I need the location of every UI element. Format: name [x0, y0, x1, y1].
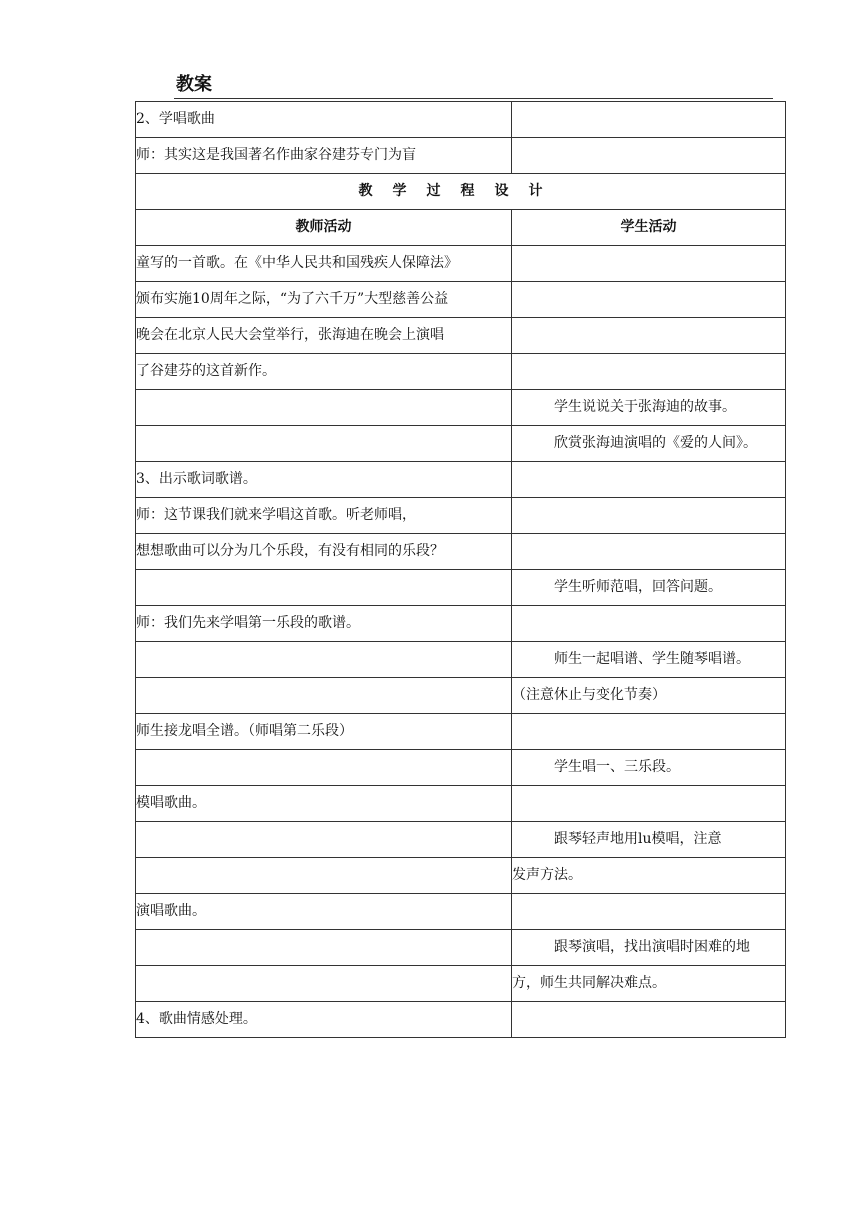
teacher-activity-cell: 4、歌曲情感处理。	[136, 1002, 512, 1038]
teacher-activity-cell: 想想歌曲可以分为几个乐段，有没有相同的乐段？	[136, 534, 512, 570]
student-activity-cell	[512, 102, 786, 138]
teacher-activity-cell	[136, 930, 512, 966]
table-row	[136, 894, 786, 930]
section-header	[136, 174, 786, 246]
table-row	[136, 426, 786, 462]
table-row	[136, 462, 786, 498]
student-activity-cell	[512, 354, 786, 390]
table-row	[136, 930, 786, 966]
student-activity-cell	[512, 786, 786, 822]
activity-rows	[136, 246, 786, 1038]
student-activity-cell: 方，师生共同解决难点。	[512, 966, 786, 1002]
table-row	[136, 390, 786, 426]
teacher-column-header: 教师活动	[136, 210, 512, 246]
teacher-activity-cell	[136, 966, 512, 1002]
teacher-activity-cell: 模唱歌曲。	[136, 786, 512, 822]
teacher-activity-cell	[136, 822, 512, 858]
table-row	[136, 1002, 786, 1038]
student-activity-cell: 欣赏张海迪演唱的《爱的人间》。	[512, 426, 786, 462]
teacher-activity-cell: 了谷建芬的这首新作。	[136, 354, 512, 390]
teacher-activity-cell: 3、出示歌词歌谱。	[136, 462, 512, 498]
section-title: 教学过程设计	[136, 174, 786, 210]
student-activity-cell: 学生说说关于张海迪的故事。	[512, 390, 786, 426]
student-activity-cell	[512, 534, 786, 570]
teacher-activity-cell	[136, 678, 512, 714]
student-activity-cell: 跟琴演唱，找出演唱时困难的地	[512, 930, 786, 966]
page-header-title: 教案	[176, 74, 212, 95]
student-activity-cell	[512, 498, 786, 534]
teacher-activity-cell: 师生接龙唱全谱。（师唱第二乐段）	[136, 714, 512, 750]
teacher-activity-cell	[136, 426, 512, 462]
table-row	[136, 678, 786, 714]
table-row	[136, 642, 786, 678]
student-activity-cell	[512, 138, 786, 174]
teacher-activity-cell	[136, 858, 512, 894]
table-row	[136, 570, 786, 606]
student-activity-cell	[512, 462, 786, 498]
table-row	[136, 750, 786, 786]
table-row	[136, 138, 786, 174]
teacher-activity-cell	[136, 570, 512, 606]
pre-section-rows	[136, 102, 786, 174]
table-row	[136, 498, 786, 534]
student-activity-cell: （注意休止与变化节奏）	[512, 678, 786, 714]
teacher-activity-cell: 颁布实施10周年之际，“为了六千万”大型慈善公益	[136, 282, 512, 318]
table-row	[136, 282, 786, 318]
table-row	[136, 966, 786, 1002]
teacher-activity-cell: 师：其实这是我国著名作曲家谷建芬专门为盲	[136, 138, 512, 174]
teacher-activity-cell: 2、学唱歌曲	[136, 102, 512, 138]
student-activity-cell	[512, 714, 786, 750]
table-row	[136, 246, 786, 282]
header-divider	[174, 98, 773, 99]
teacher-activity-cell: 童写的一首歌。在《中华人民共和国残疾人保障法》	[136, 246, 512, 282]
student-activity-cell	[512, 318, 786, 354]
teacher-activity-cell	[136, 750, 512, 786]
student-activity-cell: 跟琴轻声地用lu模唱，注意	[512, 822, 786, 858]
teacher-activity-cell: 师：这节课我们就来学唱这首歌。听老师唱，	[136, 498, 512, 534]
table-row	[136, 534, 786, 570]
student-activity-cell	[512, 246, 786, 282]
teacher-activity-cell: 晚会在北京人民大会堂举行，张海迪在晚会上演唱	[136, 318, 512, 354]
student-activity-cell	[512, 894, 786, 930]
table-row	[136, 318, 786, 354]
lesson-plan-table	[135, 101, 786, 1038]
student-activity-cell: 师生一起唱谱、学生随琴唱谱。	[512, 642, 786, 678]
student-activity-cell	[512, 282, 786, 318]
table-row	[136, 714, 786, 750]
teacher-activity-cell: 演唱歌曲。	[136, 894, 512, 930]
table-row	[136, 822, 786, 858]
student-activity-cell	[512, 606, 786, 642]
teacher-activity-cell: 师：我们先来学唱第一乐段的歌谱。	[136, 606, 512, 642]
table-row	[136, 786, 786, 822]
student-activity-cell	[512, 1002, 786, 1038]
teacher-activity-cell	[136, 642, 512, 678]
table-row	[136, 858, 786, 894]
teacher-activity-cell	[136, 390, 512, 426]
table-row	[136, 354, 786, 390]
student-activity-cell: 学生听师范唱，回答问题。	[512, 570, 786, 606]
student-activity-cell: 学生唱一、三乐段。	[512, 750, 786, 786]
table-row	[136, 606, 786, 642]
student-activity-cell: 发声方法。	[512, 858, 786, 894]
table-row	[136, 102, 786, 138]
student-column-header: 学生活动	[512, 210, 786, 246]
